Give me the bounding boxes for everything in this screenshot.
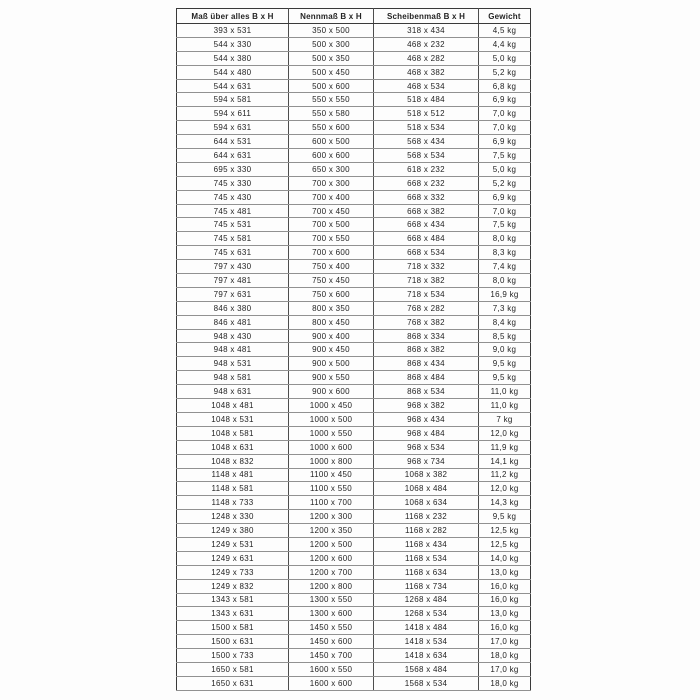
header-row — [177, 9, 531, 24]
table-row — [177, 593, 531, 607]
table-cell: 468 x 282 — [374, 51, 479, 65]
table-cell: 518 x 534 — [374, 121, 479, 135]
table-cell: 668 x 232 — [374, 176, 479, 190]
table-cell: 1048 x 481 — [177, 399, 289, 413]
table-cell: 948 x 581 — [177, 371, 289, 385]
table-cell: 518 x 512 — [374, 107, 479, 121]
table-cell: 500 x 300 — [289, 37, 374, 51]
table-cell: 797 x 481 — [177, 274, 289, 288]
table-cell: 8,4 kg — [479, 315, 531, 329]
table-cell: 868 x 334 — [374, 329, 479, 343]
table-cell: 550 x 600 — [289, 121, 374, 135]
table-cell: 1100 x 550 — [289, 482, 374, 496]
table-cell: 700 x 550 — [289, 232, 374, 246]
table-cell: 718 x 534 — [374, 287, 479, 301]
table-cell: 1450 x 700 — [289, 649, 374, 663]
table-cell: 16,0 kg — [479, 579, 531, 593]
table-cell: 644 x 531 — [177, 135, 289, 149]
table-row — [177, 162, 531, 176]
table-row — [177, 93, 531, 107]
table-cell: 948 x 531 — [177, 357, 289, 371]
table-cell: 745 x 631 — [177, 246, 289, 260]
table-cell: 9,5 kg — [479, 357, 531, 371]
table-cell: 14,0 kg — [479, 551, 531, 565]
table-cell: 7 kg — [479, 412, 531, 426]
table-cell: 1000 x 550 — [289, 426, 374, 440]
table-cell: 568 x 434 — [374, 135, 479, 149]
table-cell: 1048 x 531 — [177, 412, 289, 426]
table-row — [177, 496, 531, 510]
table-cell: 1500 x 733 — [177, 649, 289, 663]
table-cell: 868 x 484 — [374, 371, 479, 385]
table-cell: 1650 x 581 — [177, 662, 289, 676]
table-cell: 1343 x 631 — [177, 607, 289, 621]
table-cell: 5,0 kg — [479, 162, 531, 176]
table-cell: 650 x 300 — [289, 162, 374, 176]
table-row — [177, 301, 531, 315]
table-cell: 11,0 kg — [479, 399, 531, 413]
table-cell: 668 x 332 — [374, 190, 479, 204]
table-cell: 797 x 631 — [177, 287, 289, 301]
table-cell: 12,0 kg — [479, 482, 531, 496]
table-cell: 1450 x 600 — [289, 635, 374, 649]
table-cell: 745 x 481 — [177, 204, 289, 218]
table-row — [177, 426, 531, 440]
table-cell: 16,0 kg — [479, 593, 531, 607]
table-cell: 1168 x 434 — [374, 537, 479, 551]
table-row — [177, 537, 531, 551]
table-row — [177, 232, 531, 246]
table-cell: 1100 x 700 — [289, 496, 374, 510]
table-cell: 468 x 534 — [374, 79, 479, 93]
table-row — [177, 24, 531, 38]
table-cell: 600 x 500 — [289, 135, 374, 149]
table-cell: 1249 x 631 — [177, 551, 289, 565]
table-cell: 1168 x 282 — [374, 524, 479, 538]
table-cell: 900 x 450 — [289, 343, 374, 357]
table-cell: 544 x 480 — [177, 65, 289, 79]
table-cell: 393 x 531 — [177, 24, 289, 38]
table-cell: 1148 x 581 — [177, 482, 289, 496]
table-cell: 9,0 kg — [479, 343, 531, 357]
table-cell: 668 x 484 — [374, 232, 479, 246]
table-cell: 500 x 350 — [289, 51, 374, 65]
table-cell: 1500 x 631 — [177, 635, 289, 649]
table-cell: 550 x 580 — [289, 107, 374, 121]
table-cell: 7,0 kg — [479, 204, 531, 218]
table-row — [177, 357, 531, 371]
table-cell: 968 x 734 — [374, 454, 479, 468]
table-row — [177, 149, 531, 163]
table-cell: 718 x 332 — [374, 260, 479, 274]
table-header — [177, 9, 531, 24]
table-cell: 968 x 484 — [374, 426, 479, 440]
table-cell: 468 x 232 — [374, 37, 479, 51]
table-cell: 1268 x 484 — [374, 593, 479, 607]
table-cell: 846 x 380 — [177, 301, 289, 315]
table-cell: 797 x 430 — [177, 260, 289, 274]
table-cell: 600 x 600 — [289, 149, 374, 163]
table-cell: 7,3 kg — [479, 301, 531, 315]
table-cell: 1048 x 832 — [177, 454, 289, 468]
table-row — [177, 510, 531, 524]
table-cell: 1200 x 500 — [289, 537, 374, 551]
table-cell: 1268 x 534 — [374, 607, 479, 621]
table-cell: 745 x 531 — [177, 218, 289, 232]
table-cell: 668 x 434 — [374, 218, 479, 232]
table-row — [177, 329, 531, 343]
table-row — [177, 51, 531, 65]
table-row — [177, 343, 531, 357]
table-cell: 900 x 550 — [289, 371, 374, 385]
table-cell: 668 x 382 — [374, 204, 479, 218]
table-row — [177, 371, 531, 385]
table-cell: 5,0 kg — [479, 51, 531, 65]
table-row — [177, 260, 531, 274]
table-cell: 1148 x 733 — [177, 496, 289, 510]
table-row — [177, 635, 531, 649]
table-cell: 1000 x 600 — [289, 440, 374, 454]
table-cell: 800 x 450 — [289, 315, 374, 329]
table-cell: 1248 x 330 — [177, 510, 289, 524]
table-row — [177, 135, 531, 149]
table-row — [177, 440, 531, 454]
table-cell: 868 x 534 — [374, 385, 479, 399]
table-cell: 16,0 kg — [479, 621, 531, 635]
table-cell: 1418 x 534 — [374, 635, 479, 649]
table-row — [177, 204, 531, 218]
dimension-weight-table — [176, 8, 531, 691]
table-row — [177, 246, 531, 260]
table-cell: 700 x 400 — [289, 190, 374, 204]
table-cell: 846 x 481 — [177, 315, 289, 329]
table-cell: 1249 x 832 — [177, 579, 289, 593]
table-cell: 6,9 kg — [479, 93, 531, 107]
table-cell: 1249 x 531 — [177, 537, 289, 551]
table-row — [177, 649, 531, 663]
table-row — [177, 107, 531, 121]
table-row — [177, 565, 531, 579]
table-row — [177, 607, 531, 621]
table-cell: 500 x 600 — [289, 79, 374, 93]
table-row — [177, 482, 531, 496]
table-cell: 12,5 kg — [479, 524, 531, 538]
table-row — [177, 621, 531, 635]
table-cell: 700 x 450 — [289, 204, 374, 218]
table-row — [177, 65, 531, 79]
table-cell: 768 x 282 — [374, 301, 479, 315]
table-cell: 1168 x 232 — [374, 510, 479, 524]
table-cell: 1249 x 380 — [177, 524, 289, 538]
table-cell: 13,0 kg — [479, 565, 531, 579]
header-weight: Gewicht — [479, 9, 531, 24]
table-cell: 1168 x 734 — [374, 579, 479, 593]
table-cell: 1168 x 534 — [374, 551, 479, 565]
table-cell: 518 x 484 — [374, 93, 479, 107]
table-cell: 7,0 kg — [479, 121, 531, 135]
table-cell: 17,0 kg — [479, 662, 531, 676]
table-row — [177, 37, 531, 51]
table-body — [177, 24, 531, 691]
table-row — [177, 315, 531, 329]
table-cell: 500 x 450 — [289, 65, 374, 79]
table-cell: 695 x 330 — [177, 162, 289, 176]
header-nominal-size: Nennmaß B x H — [289, 9, 374, 24]
table-cell: 1048 x 631 — [177, 440, 289, 454]
table-cell: 750 x 450 — [289, 274, 374, 288]
table-row — [177, 454, 531, 468]
table-cell: 1068 x 634 — [374, 496, 479, 510]
table-row — [177, 218, 531, 232]
table-row — [177, 468, 531, 482]
table-cell: 1200 x 800 — [289, 579, 374, 593]
header-pane-size: Scheibenmaß B x H — [374, 9, 479, 24]
table-cell: 13,0 kg — [479, 607, 531, 621]
table-cell: 9,5 kg — [479, 371, 531, 385]
table-row — [177, 676, 531, 690]
table-cell: 4,4 kg — [479, 37, 531, 51]
table-cell: 544 x 330 — [177, 37, 289, 51]
table-cell: 745 x 330 — [177, 176, 289, 190]
table-cell: 1418 x 484 — [374, 621, 479, 635]
table-cell: 750 x 600 — [289, 287, 374, 301]
table-row — [177, 524, 531, 538]
table-cell: 11,2 kg — [479, 468, 531, 482]
table-cell: 544 x 631 — [177, 79, 289, 93]
table-row — [177, 121, 531, 135]
table-cell: 8,5 kg — [479, 329, 531, 343]
table-cell: 668 x 534 — [374, 246, 479, 260]
table-cell: 1249 x 733 — [177, 565, 289, 579]
table-cell: 1600 x 600 — [289, 676, 374, 690]
table-cell: 7,5 kg — [479, 149, 531, 163]
table-cell: 1200 x 300 — [289, 510, 374, 524]
table-cell: 18,0 kg — [479, 649, 531, 663]
table-cell: 1600 x 550 — [289, 662, 374, 676]
table-cell: 11,9 kg — [479, 440, 531, 454]
table-cell: 1200 x 700 — [289, 565, 374, 579]
table-cell: 900 x 400 — [289, 329, 374, 343]
table-cell: 1568 x 534 — [374, 676, 479, 690]
table-row — [177, 190, 531, 204]
table-cell: 14,3 kg — [479, 496, 531, 510]
table-row — [177, 551, 531, 565]
table-cell: 1418 x 634 — [374, 649, 479, 663]
table-cell: 7,0 kg — [479, 107, 531, 121]
table-row — [177, 79, 531, 93]
table-cell: 594 x 581 — [177, 93, 289, 107]
table-cell: 948 x 430 — [177, 329, 289, 343]
table-cell: 550 x 550 — [289, 93, 374, 107]
table-cell: 5,2 kg — [479, 65, 531, 79]
table-cell: 1650 x 631 — [177, 676, 289, 690]
table-cell: 1450 x 550 — [289, 621, 374, 635]
table-row — [177, 662, 531, 676]
table-cell: 594 x 631 — [177, 121, 289, 135]
table-cell: 12,5 kg — [479, 537, 531, 551]
table-cell: 745 x 430 — [177, 190, 289, 204]
table-cell: 750 x 400 — [289, 260, 374, 274]
table-cell: 544 x 380 — [177, 51, 289, 65]
table-row — [177, 176, 531, 190]
table-cell: 900 x 600 — [289, 385, 374, 399]
table-row — [177, 399, 531, 413]
table-cell: 700 x 600 — [289, 246, 374, 260]
table-cell: 1000 x 500 — [289, 412, 374, 426]
table-cell: 948 x 631 — [177, 385, 289, 399]
table-row — [177, 385, 531, 399]
table-cell: 900 x 500 — [289, 357, 374, 371]
table-cell: 16,9 kg — [479, 287, 531, 301]
table-cell: 7,5 kg — [479, 218, 531, 232]
table-cell: 1000 x 800 — [289, 454, 374, 468]
table-row — [177, 274, 531, 288]
table-cell: 6,8 kg — [479, 79, 531, 93]
table-cell: 1568 x 484 — [374, 662, 479, 676]
table-cell: 644 x 631 — [177, 149, 289, 163]
table-cell: 6,9 kg — [479, 135, 531, 149]
table-cell: 968 x 382 — [374, 399, 479, 413]
table-cell: 618 x 232 — [374, 162, 479, 176]
table-cell: 968 x 434 — [374, 412, 479, 426]
table-cell: 12,0 kg — [479, 426, 531, 440]
table-cell: 18,0 kg — [479, 676, 531, 690]
table-cell: 968 x 534 — [374, 440, 479, 454]
table-cell: 594 x 611 — [177, 107, 289, 121]
table-cell: 948 x 481 — [177, 343, 289, 357]
table-cell: 8,0 kg — [479, 232, 531, 246]
table-cell: 350 x 500 — [289, 24, 374, 38]
table-cell: 1200 x 350 — [289, 524, 374, 538]
table-cell: 1168 x 634 — [374, 565, 479, 579]
table-cell: 800 x 350 — [289, 301, 374, 315]
table-cell: 1300 x 600 — [289, 607, 374, 621]
table-cell: 868 x 382 — [374, 343, 479, 357]
table-cell: 468 x 382 — [374, 65, 479, 79]
table-cell: 1343 x 581 — [177, 593, 289, 607]
table-cell: 14,1 kg — [479, 454, 531, 468]
table-cell: 768 x 382 — [374, 315, 479, 329]
table-cell: 1300 x 550 — [289, 593, 374, 607]
table-cell: 5,2 kg — [479, 176, 531, 190]
table-cell: 7,4 kg — [479, 260, 531, 274]
header-overall-size: Maß über alles B x H — [177, 9, 289, 24]
table-cell: 8,0 kg — [479, 274, 531, 288]
table-cell: 9,5 kg — [479, 510, 531, 524]
table-cell: 1200 x 600 — [289, 551, 374, 565]
table-row — [177, 287, 531, 301]
table-cell: 1100 x 450 — [289, 468, 374, 482]
table-cell: 1068 x 382 — [374, 468, 479, 482]
table-cell: 700 x 300 — [289, 176, 374, 190]
table-cell: 718 x 382 — [374, 274, 479, 288]
table-row — [177, 412, 531, 426]
table-cell: 1500 x 581 — [177, 621, 289, 635]
table-cell: 8,3 kg — [479, 246, 531, 260]
table-cell: 1148 x 481 — [177, 468, 289, 482]
table-cell: 868 x 434 — [374, 357, 479, 371]
table-cell: 318 x 434 — [374, 24, 479, 38]
table-cell: 1068 x 484 — [374, 482, 479, 496]
table-cell: 1048 x 581 — [177, 426, 289, 440]
table-cell: 17,0 kg — [479, 635, 531, 649]
table-cell: 1000 x 450 — [289, 399, 374, 413]
table-cell: 6,9 kg — [479, 190, 531, 204]
table-cell: 4,5 kg — [479, 24, 531, 38]
table-cell: 745 x 581 — [177, 232, 289, 246]
table-cell: 700 x 500 — [289, 218, 374, 232]
table-cell: 568 x 534 — [374, 149, 479, 163]
table-cell: 11,0 kg — [479, 385, 531, 399]
table-row — [177, 579, 531, 593]
